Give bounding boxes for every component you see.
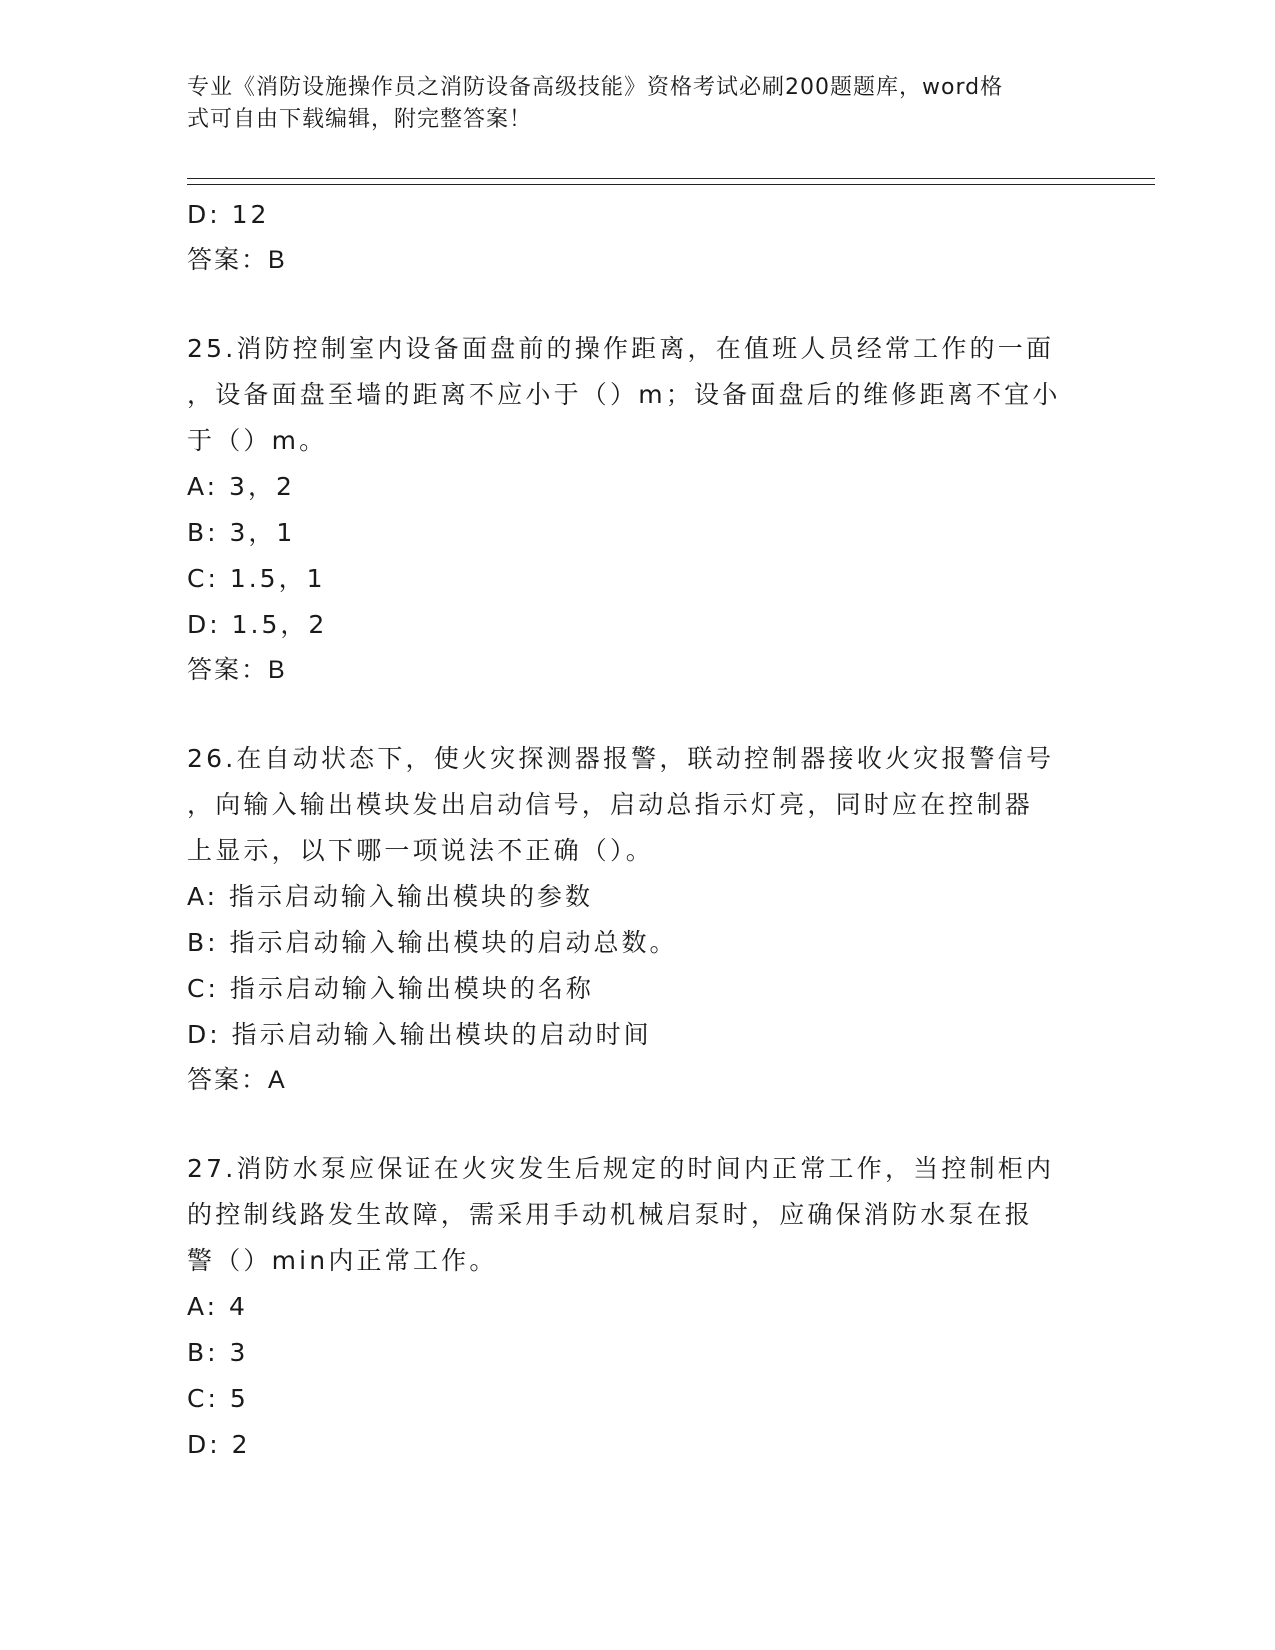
stem-line: 25.消防控制室内设备面盘前的操作距离，在值班人员经常工作的一面 [187,334,1055,363]
option-d: D: 2 [187,1430,251,1459]
option-b: B: 指示启动输入输出模块的启动总数。 [187,928,678,957]
option-d: D: 1.5，2 [187,610,328,639]
spacer [187,282,1087,326]
header-rule-top [187,178,1155,179]
option-c: C: 1.5，1 [187,564,326,593]
stem-line: 27.消防水泵应保证在火灾发生后规定的时间内正常工作，当控制柜内 [187,1154,1055,1183]
question-26 [187,736,1087,1102]
question-27 [187,1146,1087,1468]
question-stem [187,326,1087,464]
header-rule-bottom [187,184,1155,185]
answer-line: 答案：A [187,1066,287,1094]
option-b: B: 3 [187,1338,249,1367]
option-a: A: 3，2 [187,472,295,501]
page-header [187,72,1067,136]
previous-question-tail [187,192,1087,282]
option-c: C: 5 [187,1384,249,1413]
option-c: C: 指示启动输入输出模块的名称 [187,974,594,1003]
stem-line: 的控制线路发生故障，需采用手动机械启泵时，应确保消防水泵在报 [187,1200,1034,1229]
stem-line: 于（）m。 [187,426,328,455]
option-a: A: 指示启动输入输出模块的参数 [187,882,594,911]
option-b: B: 3，1 [187,518,296,547]
stem-line: ，设备面盘至墙的距离不应小于（）m；设备面盘后的维修距离不宜小 [187,380,1061,409]
spacer [187,692,1087,736]
option-d: D: 12 [187,200,270,229]
spacer [187,1102,1087,1146]
header-line-2: 式可自由下载编辑，附完整答案！ [187,107,533,132]
option-a: A: 4 [187,1292,248,1321]
stem-line: 上显示，以下哪一项说法不正确（）。 [187,836,654,865]
stem-line: ，向输入输出模块发出启动信号，启动总指示灯亮，同时应在控制器 [187,790,1034,819]
answer-line: 答案：B [187,246,287,274]
option-d: D: 指示启动输入输出模块的启动时间 [187,1020,652,1049]
document-body [187,192,1087,1468]
header-line-1: 专业《消防设施操作员之消防设备高级技能》资格考试必刷200题题库，word格 [187,75,1004,100]
question-stem [187,1146,1087,1284]
question-25 [187,326,1087,692]
answer-line: 答案：B [187,656,287,684]
stem-line: 警（）min内正常工作。 [187,1246,498,1275]
question-stem [187,736,1087,874]
stem-line: 26.在自动状态下，使火灾探测器报警，联动控制器接收火灾报警信号 [187,744,1055,773]
